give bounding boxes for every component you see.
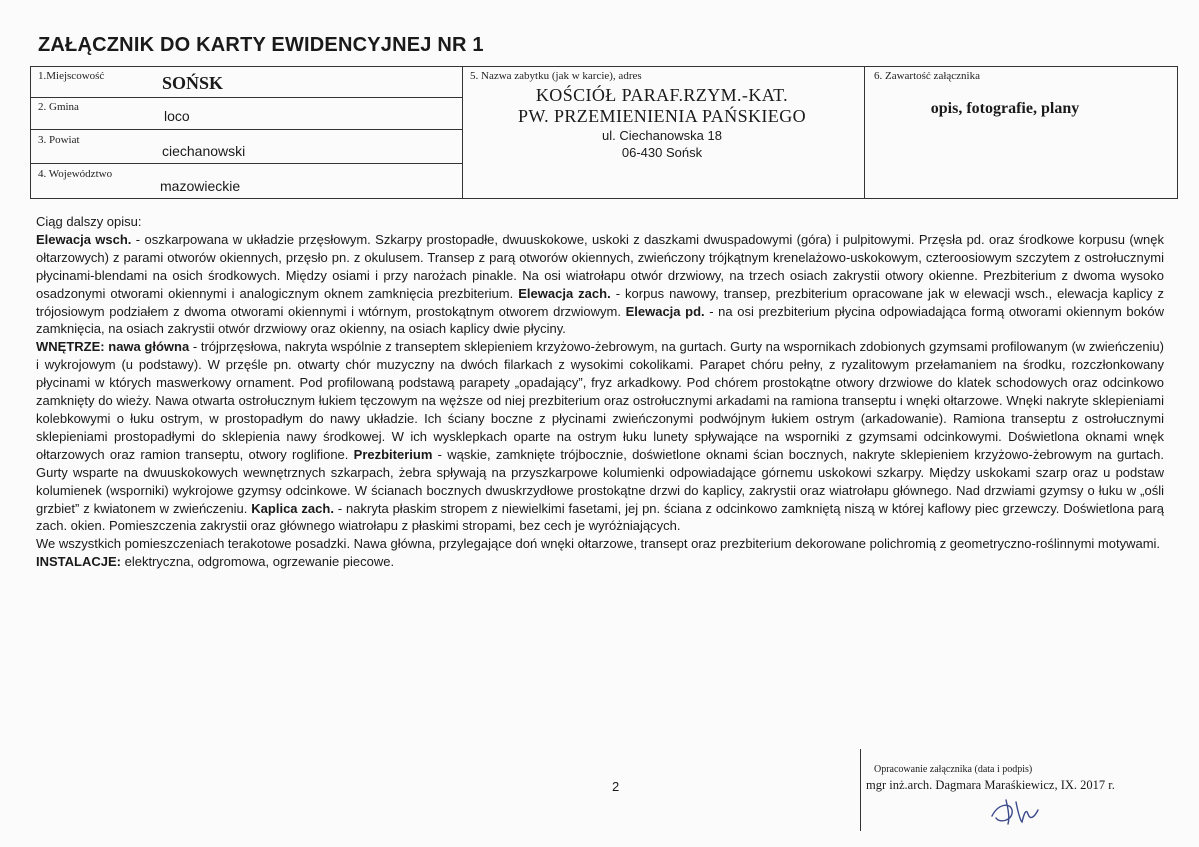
paragraph-text: - trójprzęsłowa, nakryta wspólnie z transeptem sklepieniem krzyżowo-żebrowym, na gurtach. Gurty na wspornikach zdobionych gzymsami profilowanym (w zwieńczeniu) i wykrojowym (u podstawy). W przęśle pn. otwarty chór muzyczny na dwóch filarkach z wysokimi cokolikami. Parapet chóru pełny, z ryzalitowym przełamaniem na środku, rozczłonkowany płycinami w których maswerkowy ornament. Pod profilowaną podstawą parapety „opadający”, fryz arkadkowy. Pod chórem prostokątne otwory drzwiowe do klatek schodowych oraz odcinkowo zamknięty do wieży. Nawa otwarta ostrołucznym łukiem tęczowym na węższe od niej prezbiterium oraz ostrołucznymi arkadami na ramiona transeptu i wnęki ołtarzowe. Wnęki nakryte sklepieniami kolebkowymi o łuku ostrym, w prostopadłym do nawy układzie. Ich ściany boczne z płycinami zwieńczonymi podwójnym łukiem ostrym (arkadowanie). Ramiona transeptu z ostrołucznymi sklepieniami prostopadłymi do sklepienia nawy środkowej. W ich wysklepkach oparte na ostrym łuku lunety spływające na wsporniki z gzymsami odcinkowymi. Doświetlona oknami wnęk ołtarzowych oraz ramion transeptu, otwory roglifione.: [36, 339, 1164, 462]
miejscowosc-label: 1.Miejscowość: [38, 70, 105, 82]
heading-kaplica-zach: Kaplica zach.: [251, 500, 334, 516]
heading-elewacja-pd: Elewacja pd.: [625, 303, 705, 319]
paragraph-text: We wszystkich pomieszczeniach terakotowe posadzki. Nawa główna, przylegające doń wnęki ołtarzowe, transept oraz prezbiterium dekorowane polichromią z geometryczno-roślinnymi motywami.: [36, 536, 1161, 552]
address-street: ul. Ciechanowska 18: [602, 128, 722, 143]
zabytek-label: 5. Nazwa zabytku (jak w karcie), adres: [470, 70, 642, 82]
gmina-label: 2. Gmina: [38, 101, 79, 113]
page-title: ZAŁĄCZNIK DO KARTY EWIDENCYJNEJ NR 1: [38, 34, 484, 56]
paragraph-text: - na osi prezbiterium płycina odpowiadająca formą otworami okiennym boków zamknięcia, na osiach zakrystii otwór drzwiowy oraz okienny, na osiach kaplicy dwie płyciny.: [36, 303, 1164, 337]
paragraph-text: - oszkarpowana w układzie przęsłowym. Szkarpy prostopadłe, dwuuskokowe, uskoki z daszkami dwuspadowymi (góra) i pulpitowymi. Przęsła pd. oraz środkowe korpusu (wnęk ołtarzowych) z parami otworów okiennych, przęsło pn. z okulusem. Transep z parą otworów okiennych, zwieńczony trójkątnym krenelażowo-uskokowym, czteroosiowym szczytem z ostrołucznymi płycinami-blendami na osich środkowych. Między osiami i przy narożach pinakle. Na osi wiatrołapu otwór drzwiowy, na trzech osiach zakrystii otwory okienne. Prezbiterium z dwoma wysoko osadzonymi otworami okiennymi i analogicznym oknem zamknięcia prezbiterium.: [36, 231, 1164, 301]
paragraph-installations: [36, 553, 1164, 571]
intro-text: Ciąg dalszy opisu:: [36, 214, 142, 229]
miejscowosc-value: SOŃSK: [162, 73, 224, 93]
signature-divider: [860, 749, 861, 831]
heading-prezbiterium: Prezbiterium: [353, 446, 433, 462]
paragraph-elevations: [36, 231, 1164, 338]
heading-instalacje: INSTALACJE:: [36, 554, 121, 570]
paragraph-floors: [36, 535, 1164, 553]
paragraph-text: elektryczna, odgromowa, ogrzewanie piecowe.: [120, 554, 395, 570]
prepared-value: mgr inż.arch. Dagmara Maraśkiewicz, IX. 2017 r.: [866, 778, 1115, 792]
zawartosc-value: opis, fotografie, plany: [930, 100, 1080, 117]
gmina-value: loco: [164, 108, 190, 124]
row-divider: [31, 129, 462, 130]
powiat-value: ciechanowski: [162, 143, 246, 159]
heading-elewacja-zach: Elewacja zach.: [518, 285, 611, 301]
row-divider: [31, 97, 462, 98]
intro-line: [36, 213, 1164, 231]
paragraph-text: - wąskie, zamknięte trójbocznie, doświetlone oknami ścian bocznych, nakryte sklepieniem krzyżowo-żebrowym na gurtach. Gurty wsparte na dwuuskokowych wewnętrznych szkarpach, żebra spływają na przyszkarpowe kolumienki odpowiadające górnemu uskokowi szkarpy. Między uskokami szarp oraz u podstaw kolumienek (wsporniki) wykrojowe gzymsy odcinkowe. W ścianach bocznych dwuskrzydłowe prostokątne drzwi do kaplicy, zakrystii oraz wiatrołapu głównego. Nad drzwiami gzymsy o łuku w „ośli grzbiet” z kwiatonem w zwieńczeniu.: [36, 446, 1164, 516]
handwritten-signature: [988, 794, 1048, 828]
wojewodztwo-value: mazowieckie: [160, 178, 241, 194]
table-divider: [864, 67, 865, 198]
monument-name-line1: KOŚCIÓŁ PARAF.RZYM.-KAT.: [535, 85, 789, 105]
page-number: 2: [612, 779, 620, 794]
heading-elewacja-wsch: Elewacja wsch.: [36, 231, 132, 247]
zawartosc-label: 6. Zawartość załącznika: [874, 70, 980, 82]
prepared-label: Opracowanie załącznika (data i podpis): [874, 764, 1033, 775]
paragraph-interior: [36, 338, 1164, 535]
row-divider: [31, 163, 462, 164]
powiat-label: 3. Powiat: [38, 134, 80, 146]
paragraph-text: - korpus nawowy, transep, prezbiterium opracowane jak w elewacji wsch., elewacja kaplicy z trójosiowym podziałem z dwoma otworami okiennymi i wtórnym, prostokątnym otworem drzwiowym.: [36, 285, 1164, 319]
description-body: [36, 213, 1164, 571]
paragraph-text: - nakryta płaskim stropem z niewielkimi fasetami, jej pn. ściana z odcinkowo zamkniętą niszą w której kaflowy piec grzewczy. Doświetlona parą zach. okien. Pomieszczenia zakrystii oraz głównego wiatrołapu z płaskimi stropami, bez cech je wyróżniających.: [36, 500, 1165, 534]
wojewodztwo-label: 4. Województwo: [38, 168, 113, 180]
monument-name-line2: PW. PRZEMIENIENIA PAŃSKIEGO: [518, 106, 806, 126]
heading-wnetrze: WNĘTRZE: nawa główna: [36, 339, 190, 355]
address-postal: 06-430 Sońsk: [621, 145, 703, 160]
